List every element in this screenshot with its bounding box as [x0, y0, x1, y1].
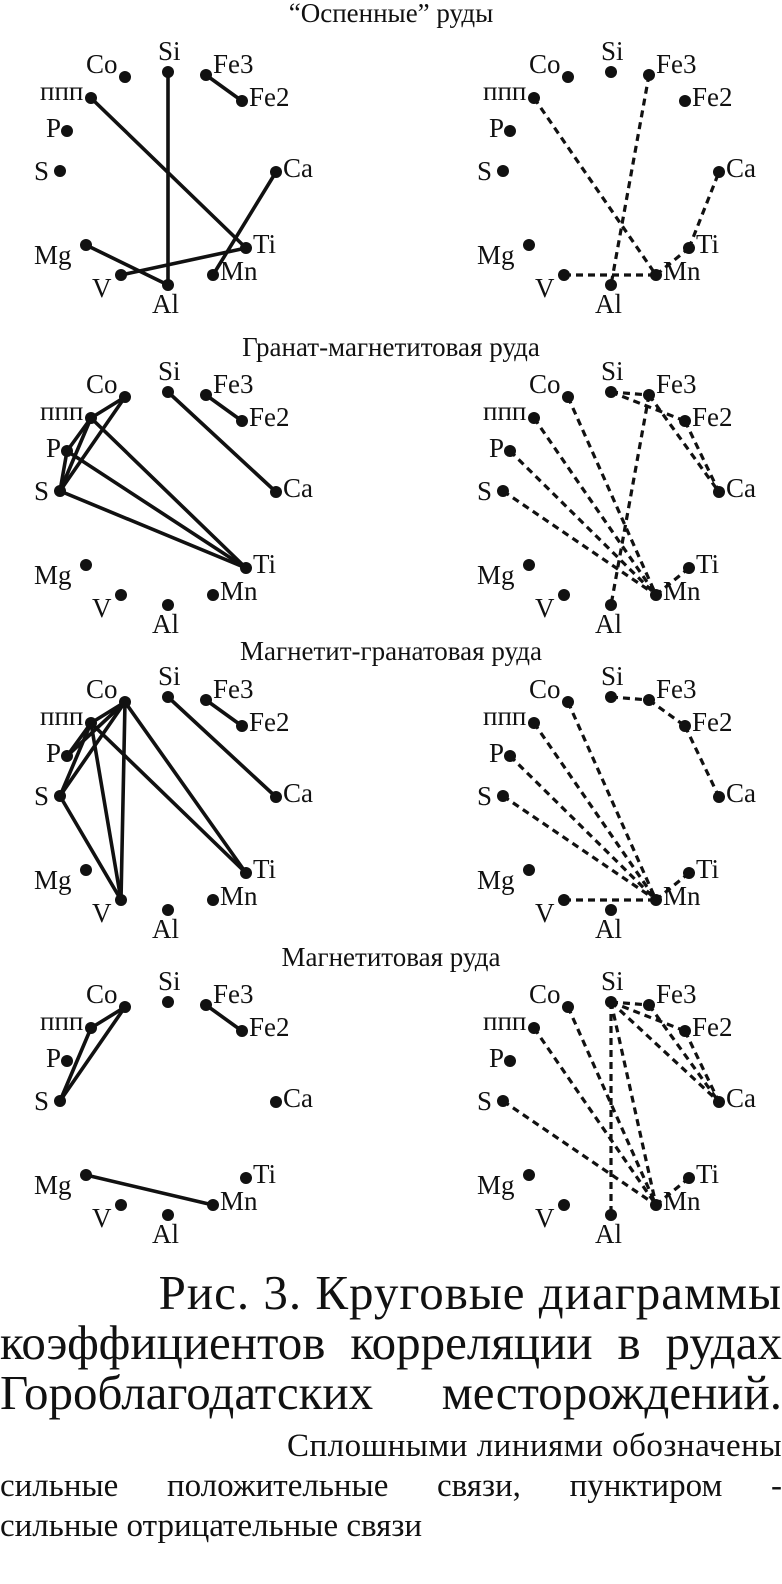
node-label-p: P [489, 1043, 505, 1073]
node-label-p: P [46, 738, 62, 768]
node-label-v: V [92, 593, 112, 623]
node-dot-s [497, 790, 509, 802]
correlation-line-ppp-mn [534, 1028, 656, 1205]
node-dot-ca [713, 486, 725, 498]
node-dot-ppp [528, 412, 540, 424]
node-dot-co [119, 1001, 131, 1013]
node-label-fe3: Fe3 [656, 674, 697, 704]
node-label-co: Co [86, 49, 118, 79]
correlation-line-ppp-mn [534, 418, 656, 595]
diagram-negative-row-3 [477, 661, 756, 944]
node-dot-p [504, 125, 516, 137]
node-label-ca: Ca [726, 153, 756, 183]
node-label-al: Al [152, 1219, 179, 1249]
node-label-fe2: Fe2 [249, 82, 290, 112]
node-dot-ppp [528, 717, 540, 729]
correlation-line-fe3-al [611, 395, 649, 605]
node-label-fe3: Fe3 [213, 49, 254, 79]
node-dot-mg [523, 559, 535, 571]
node-label-co: Co [86, 369, 118, 399]
node-label-ppp: ппп [483, 76, 527, 106]
node-dot-fe3 [643, 694, 655, 706]
node-label-mn: Mn [220, 256, 258, 286]
node-dot-v [115, 269, 127, 281]
figure-note-line-2: сильные положительные связи, пунктиром - [0, 1468, 782, 1504]
node-label-v: V [535, 1203, 555, 1233]
node-dot-mn [650, 894, 662, 906]
node-label-p: P [489, 433, 505, 463]
diagram-positive-row-4 [34, 966, 313, 1249]
node-dot-ti [683, 867, 695, 879]
diagram-negative-row-4 [477, 966, 756, 1249]
node-label-ppp: ппп [483, 1006, 527, 1036]
diagram-positive-row-2 [34, 356, 313, 639]
node-label-al: Al [152, 609, 179, 639]
node-label-co: Co [529, 49, 561, 79]
panel-title: “Оспенные” руды [288, 0, 494, 28]
node-label-si: Si [601, 356, 624, 386]
node-label-v: V [92, 1203, 112, 1233]
node-label-p: P [489, 738, 505, 768]
node-dot-co [119, 696, 131, 708]
node-label-mg: Mg [477, 1170, 515, 1200]
node-label-fe2: Fe2 [249, 1012, 290, 1042]
node-label-si: Si [158, 356, 181, 386]
node-label-mn: Mn [220, 576, 258, 606]
node-label-ti: Ti [696, 1159, 720, 1189]
node-dot-fe3 [200, 999, 212, 1011]
node-dot-s [54, 790, 66, 802]
node-dot-mg [80, 239, 92, 251]
node-label-ppp: ппп [40, 396, 84, 426]
node-dot-si [605, 66, 617, 78]
node-dot-mn [207, 269, 219, 281]
correlation-line-co-mn [568, 397, 656, 595]
figure-note-line-1: Сплошными линиями обозначены [287, 1428, 782, 1464]
node-dot-ti [683, 242, 695, 254]
node-dot-ppp [85, 92, 97, 104]
node-label-ppp: ппп [483, 396, 527, 426]
node-dot-v [115, 894, 127, 906]
node-label-ca: Ca [726, 778, 756, 808]
node-dot-s [497, 165, 509, 177]
correlation-line-ppp-mn [534, 98, 656, 275]
node-dot-mg [523, 1169, 535, 1181]
node-dot-fe3 [200, 69, 212, 81]
node-dot-v [558, 894, 570, 906]
node-label-s: S [477, 476, 493, 506]
node-dot-v [115, 589, 127, 601]
node-label-al: Al [595, 609, 622, 639]
node-label-mn: Mn [663, 256, 701, 286]
node-label-fe2: Fe2 [692, 1012, 733, 1042]
diagram-negative-row-2 [477, 356, 756, 639]
correlation-line-co-ti [125, 702, 246, 873]
figure-caption-line-3: Гороблагодатских месторождений. [0, 1365, 782, 1420]
node-dot-p [61, 125, 73, 137]
node-label-mn: Mn [663, 576, 701, 606]
node-label-fe2: Fe2 [249, 402, 290, 432]
figure-caption-line-2: коэффициентов корреляции в рудах [0, 1315, 782, 1370]
node-label-mn: Mn [663, 1186, 701, 1216]
node-label-fe3: Fe3 [656, 49, 697, 79]
node-label-si: Si [158, 966, 181, 996]
node-label-mn: Mn [220, 881, 258, 911]
node-dot-fe3 [200, 389, 212, 401]
node-dot-si [605, 691, 617, 703]
node-label-si: Si [601, 966, 624, 996]
node-label-s: S [34, 156, 50, 186]
node-dot-ppp [85, 412, 97, 424]
node-label-ppp: ппп [40, 76, 84, 106]
node-dot-p [504, 750, 516, 762]
correlation-line-p-mn [510, 451, 656, 595]
node-label-si: Si [601, 661, 624, 691]
node-label-ca: Ca [283, 1083, 313, 1113]
node-label-mn: Mn [663, 881, 701, 911]
node-dot-fe3 [643, 999, 655, 1011]
correlation-line-si-mn [611, 1002, 656, 1205]
node-dot-ti [683, 1172, 695, 1184]
panel-title: Гранат-магнетитовая руда [242, 332, 540, 362]
node-label-al: Al [152, 289, 179, 319]
node-label-mg: Mg [477, 240, 515, 270]
node-label-ti: Ti [253, 549, 277, 579]
node-dot-fe2 [679, 415, 691, 427]
node-label-ti: Ti [253, 229, 277, 259]
node-label-p: P [46, 1043, 62, 1073]
node-dot-si [605, 996, 617, 1008]
node-dot-mg [523, 864, 535, 876]
node-dot-v [558, 589, 570, 601]
node-label-fe3: Fe3 [213, 369, 254, 399]
node-dot-si [162, 996, 174, 1008]
node-label-mn: Mn [220, 1186, 258, 1216]
node-dot-mn [207, 1199, 219, 1211]
node-label-p: P [46, 433, 62, 463]
node-dot-ti [683, 562, 695, 574]
node-dot-co [562, 1001, 574, 1013]
node-dot-mn [650, 1199, 662, 1211]
node-label-fe2: Fe2 [692, 707, 733, 737]
node-label-fe3: Fe3 [656, 369, 697, 399]
node-label-s: S [477, 156, 493, 186]
node-dot-ca [270, 486, 282, 498]
node-dot-ppp [85, 717, 97, 729]
node-dot-ti [240, 562, 252, 574]
node-dot-mn [207, 894, 219, 906]
node-dot-v [115, 1199, 127, 1211]
node-label-co: Co [529, 979, 561, 1009]
node-label-ca: Ca [726, 473, 756, 503]
figure-note-line-3: сильные отрицательные связи [0, 1508, 423, 1544]
node-dot-p [61, 1055, 73, 1067]
node-label-ca: Ca [283, 778, 313, 808]
node-dot-mn [650, 589, 662, 601]
correlation-line-p-ti [67, 451, 246, 568]
node-label-ppp: ппп [40, 701, 84, 731]
node-label-mg: Mg [477, 865, 515, 895]
node-dot-fe2 [679, 1025, 691, 1037]
node-label-s: S [477, 1086, 493, 1116]
node-label-s: S [477, 781, 493, 811]
node-label-co: Co [529, 674, 561, 704]
node-label-ti: Ti [696, 229, 720, 259]
node-dot-fe3 [643, 389, 655, 401]
node-label-mg: Mg [34, 240, 72, 270]
node-label-s: S [34, 476, 50, 506]
node-label-al: Al [595, 1219, 622, 1249]
node-label-fe2: Fe2 [692, 402, 733, 432]
node-label-al: Al [595, 914, 622, 944]
node-dot-s [497, 485, 509, 497]
node-dot-mn [207, 589, 219, 601]
panel-title: Магнетит-гранатовая руда [240, 636, 542, 666]
node-dot-s [54, 165, 66, 177]
node-dot-ca [270, 1096, 282, 1108]
node-dot-ti [240, 867, 252, 879]
node-label-fe3: Fe3 [213, 674, 254, 704]
node-dot-v [558, 269, 570, 281]
node-label-fe3: Fe3 [213, 979, 254, 1009]
node-label-al: Al [152, 914, 179, 944]
node-dot-co [119, 391, 131, 403]
node-label-s: S [34, 781, 50, 811]
node-label-p: P [46, 113, 62, 143]
node-dot-ppp [528, 1022, 540, 1034]
node-dot-co [562, 71, 574, 83]
node-dot-ti [240, 1172, 252, 1184]
panel-title: Магнетитовая руда [281, 942, 501, 972]
node-label-p: P [489, 113, 505, 143]
node-dot-ti [240, 242, 252, 254]
node-dot-p [504, 1055, 516, 1067]
node-label-mg: Mg [477, 560, 515, 590]
node-label-co: Co [86, 979, 118, 1009]
node-label-si: Si [158, 661, 181, 691]
node-label-ppp: ппп [483, 701, 527, 731]
diagram-positive-row-3 [34, 661, 313, 944]
node-dot-si [162, 386, 174, 398]
node-label-si: Si [158, 36, 181, 66]
node-label-v: V [535, 273, 555, 303]
node-label-v: V [92, 273, 112, 303]
node-label-ca: Ca [726, 1083, 756, 1113]
node-dot-ppp [528, 92, 540, 104]
node-label-mg: Mg [34, 1170, 72, 1200]
correlation-line-ppp-mn [534, 723, 656, 900]
node-label-si: Si [601, 36, 624, 66]
node-dot-fe3 [200, 694, 212, 706]
node-dot-mg [80, 1169, 92, 1181]
node-dot-p [504, 445, 516, 457]
node-dot-co [119, 71, 131, 83]
diagram-positive-row-1 [34, 36, 313, 319]
node-label-fe3: Fe3 [656, 979, 697, 1009]
node-label-ppp: ппп [40, 1006, 84, 1036]
node-dot-mg [80, 559, 92, 571]
node-dot-p [61, 445, 73, 457]
figure-caption-line-1: Рис. 3. Круговые диаграммы [158, 1265, 782, 1320]
correlation-line-mg-mn [86, 1175, 213, 1205]
node-dot-mg [523, 239, 535, 251]
node-label-ca: Ca [283, 153, 313, 183]
node-label-al: Al [595, 289, 622, 319]
node-dot-s [54, 485, 66, 497]
node-label-ti: Ti [253, 854, 277, 884]
node-label-fe2: Fe2 [249, 707, 290, 737]
node-label-fe2: Fe2 [692, 82, 733, 112]
correlation-line-co-mn [568, 702, 656, 900]
node-dot-ca [270, 791, 282, 803]
correlation-line-fe3-al [611, 75, 649, 285]
node-dot-s [497, 1095, 509, 1107]
node-dot-ca [713, 1096, 725, 1108]
node-label-ti: Ti [696, 854, 720, 884]
node-label-co: Co [86, 674, 118, 704]
correlation-line-co-v [121, 702, 125, 900]
diagram-negative-row-1 [477, 36, 756, 319]
node-dot-ca [270, 166, 282, 178]
node-dot-ca [713, 166, 725, 178]
node-dot-fe2 [236, 415, 248, 427]
node-dot-fe2 [236, 95, 248, 107]
node-dot-fe2 [679, 720, 691, 732]
node-label-s: S [34, 1086, 50, 1116]
node-dot-mg [80, 864, 92, 876]
node-dot-fe2 [236, 720, 248, 732]
node-dot-fe3 [643, 69, 655, 81]
node-label-co: Co [529, 369, 561, 399]
correlation-line-s-ti [60, 491, 246, 568]
node-dot-fe2 [236, 1025, 248, 1037]
node-dot-si [162, 691, 174, 703]
node-dot-mn [650, 269, 662, 281]
node-dot-co [562, 391, 574, 403]
node-dot-si [605, 386, 617, 398]
node-dot-co [562, 696, 574, 708]
node-dot-si [162, 66, 174, 78]
node-label-v: V [535, 593, 555, 623]
node-label-ti: Ti [253, 1159, 277, 1189]
node-dot-ppp [85, 1022, 97, 1034]
node-dot-ca [713, 791, 725, 803]
node-label-mg: Mg [34, 560, 72, 590]
node-label-v: V [92, 898, 112, 928]
node-dot-s [54, 1095, 66, 1107]
node-dot-v [558, 1199, 570, 1211]
node-dot-fe2 [679, 95, 691, 107]
node-label-v: V [535, 898, 555, 928]
node-label-ca: Ca [283, 473, 313, 503]
correlation-line-p-mn [510, 756, 656, 900]
node-label-ti: Ti [696, 549, 720, 579]
node-label-mg: Mg [34, 865, 72, 895]
node-dot-p [61, 750, 73, 762]
